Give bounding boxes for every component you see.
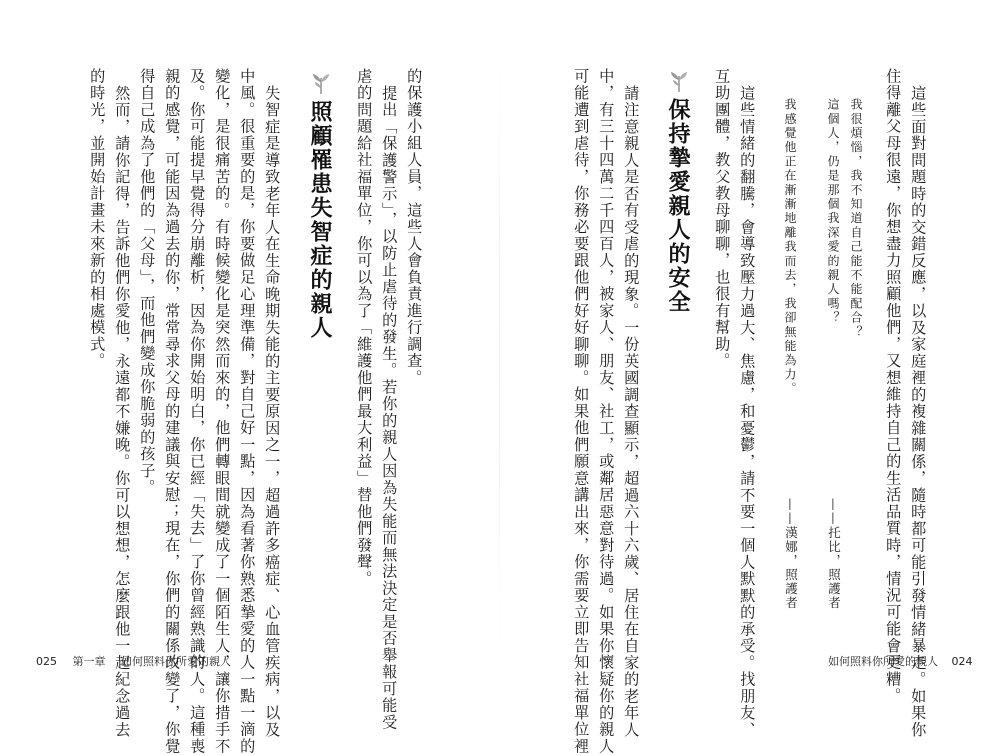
- body-text-column: 得自己成為了他們的「父母」，而他們變成你脆弱的孩子。: [138, 68, 157, 496]
- quote-attribution: ——漢娜，照護者: [783, 498, 799, 610]
- page-number: 025: [36, 655, 57, 668]
- quote-attribution: ——托比，照護者: [826, 498, 842, 610]
- body-text-column: 變化，是很痛苦的。有時候變化是突然而來的，他們轉眼間就變成了一個陌生人，讓你措手不: [213, 68, 232, 755]
- body-text-column: 可能遭到虐待，你務必要跟他們好好聊聊。如果他們願意講出來，你需要立即告知社福單位裡: [572, 68, 591, 755]
- page-footer: [36, 653, 231, 669]
- quote-line: 這個人，仍是那個我深愛的親人嗎？: [826, 98, 840, 326]
- body-text-column: 住得離父母很遠，你想盡力照顧他們，又想維持自己的生活品質時，情況可能會更糟。: [884, 68, 903, 705]
- body-text-column: 中，有三十四萬二千四百人，被家人、朋友、社工，或鄰居惡意對待過。如果你懷疑你的親人: [597, 68, 616, 755]
- leaf-sprout-icon: [667, 70, 691, 94]
- body-text-column: 互助團體，教父教母聊聊，也很有幫助。: [713, 68, 732, 370]
- page-number: 024: [951, 655, 973, 668]
- body-text-column: 中風。很重要的是，你要做足心理準備，對自己好一點，因為看著你熟悉摯愛的人一點一滴的: [238, 68, 257, 755]
- section-heading: 照顧罹患失智症的親人: [307, 100, 333, 340]
- running-title: 如何照料你所愛的親人: [121, 655, 231, 668]
- body-text-column: 及。你可能提早覺得分崩離析，因為你開始明白，你已經「失去」了你曾經熟識的人。這種喪: [188, 68, 207, 755]
- page-footer: [828, 653, 973, 669]
- body-text-column: 提出「保護警示」，以防止虐待的發生。若你的親人因為失能而無法決定是否舉報可能受: [380, 85, 399, 731]
- body-text-column: 這些情緒的翻騰，會導致壓力過大、焦慮，和憂鬱，請不要一個人默默的承受。找朋友、: [738, 85, 757, 739]
- chapter-label: 第一章: [72, 655, 106, 668]
- running-title: 如何照料你所愛的親人: [828, 655, 938, 668]
- body-text-column: 這些面對問題時的交錯反應，以及家庭裡的複雜關係，隨時都可能引發情緒暴走。如果你: [909, 85, 928, 739]
- body-text-column: 親的感覺，可能因為過去的你，常常尋求父母的建議與安慰；現在，你們的關係改變了，你覺: [163, 68, 182, 755]
- right-page: [500, 0, 1000, 755]
- body-text-column: 虐的問題給社福單位，你可以為了「維護他們最大利益」替他們發聲。: [355, 68, 374, 588]
- body-text-column: 的時光，並開始計畫未來新的相處模式。: [88, 68, 107, 370]
- quote-line: 我很煩惱，我不知道自己能不能配合？: [849, 98, 863, 340]
- body-text-column: 的保護小組人員，這些人會負責進行調查。: [405, 68, 424, 387]
- quote-line: 我感覺他正在漸漸地離我而去，我卻無能為力。: [783, 98, 797, 397]
- leaf-sprout-icon: [309, 72, 333, 96]
- body-text-column: 請注意親人是否有受虐的現象。一份英國調查顯示，超過六十六歲、居住在自家的老年人: [622, 85, 641, 739]
- body-text-column: 然而，請你記得，告訴他們你愛他，永遠都不嫌晚。你可以想想，怎麼跟他一起紀念過去: [113, 85, 132, 739]
- section-heading: 保持摯愛親人的安全: [665, 98, 691, 314]
- body-text-column: 失智症是導致老年人在生命晚期失能的主要原因之一，超過許多癌症、心血管疾病，以及: [263, 85, 282, 739]
